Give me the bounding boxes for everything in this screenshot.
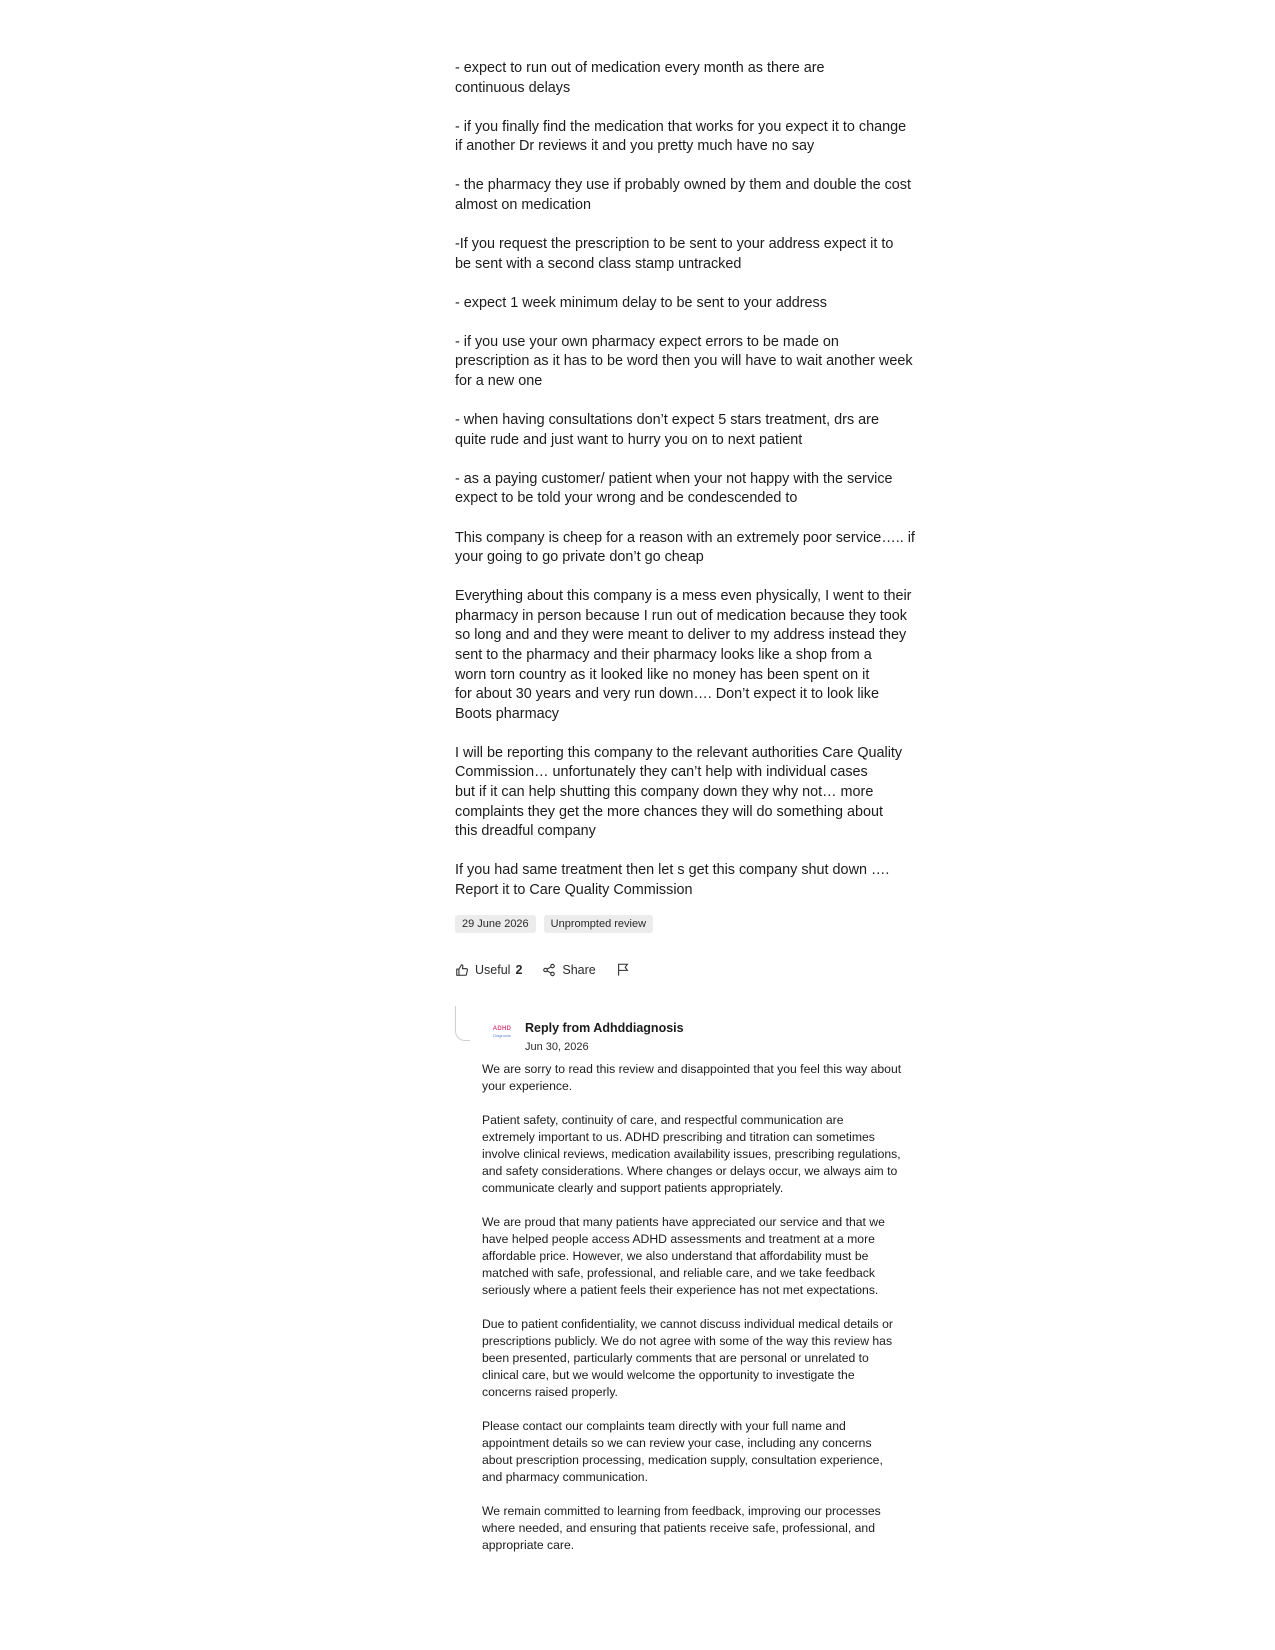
review-card <box>455 59 925 1554</box>
reply-paragraph: We are proud that many patients have appreciated our service and that we have helped people access ADHD assessments and treatment at a more affordable price. However, we also understand that affordability must be matched with safe, professional, and reliable care, and we take feedback seriously where a patient feels their experience has not met expectations. <box>482 1214 885 1297</box>
review-paragraph: - when having consultations don’t expect 5 stars treatment, drs are quite rude and just want to hurry you on to next patient <box>455 412 879 448</box>
review-date-tag: 29 June 2026 <box>455 915 536 933</box>
company-logo-sub: Diagnosis <box>493 1032 511 1038</box>
reply-date: Jun 30, 2026 <box>525 1040 589 1053</box>
reply-paragraph: We remain committed to learning from feedback, improving our processes where needed, and ensuring that patients receive safe, professional, and appropriate care. <box>482 1503 881 1552</box>
review-actions <box>455 960 925 980</box>
flag-icon <box>616 962 630 977</box>
review-paragraph: - if you use your own pharmacy expect errors to be made on prescription as it has to be word then you will have to wait another week for a new one <box>455 333 913 390</box>
reply-title: Reply from Adhddiagnosis <box>525 1020 684 1035</box>
review-paragraph: This company is cheep for a reason with an extremely poor service….. if your going to go private don’t go cheap <box>455 529 915 566</box>
review-paragraph: -If you request the prescription to be sent to your address expect it to be sent with a second class stamp untracked <box>455 236 894 272</box>
reply-header <box>455 1006 925 1055</box>
useful-count: 2 <box>515 962 523 977</box>
company-reply <box>455 1006 925 1554</box>
review-tags <box>455 915 925 933</box>
useful-button[interactable] <box>455 963 522 977</box>
reply-paragraph: Due to patient confidentiality, we cannot discuss individual medical details or prescriptions publicly. We do not agree with some of the way this review has been presented, particularly comments that are personal or unrelated to clinical care, but we would welcome the opportunity to investigate the concerns raised properly. <box>482 1316 893 1399</box>
review-body <box>455 59 925 901</box>
review-paragraph: I will be reporting this company to the relevant authorities Care Quality Commission… unfortunately they can’t help with individual cases but if it can help shutting this company down they why not… more complaints they get the more chances they will do something about this dreadful company <box>455 744 903 840</box>
review-paragraph: If you had same treatment then let s get this company shut down …. Report it to Care Quality Commission <box>455 862 890 898</box>
review-paragraph: - expect 1 week minimum delay to be sent to your address <box>455 294 827 311</box>
reply-paragraph: Please contact our complaints team directly with your full name and appointment details so we can review your case, including any concerns about prescription processing, medication supply, consultation experience, and pharmacy communication. <box>482 1418 883 1484</box>
report-flag-button[interactable] <box>616 962 630 977</box>
review-paragraph: - expect to run out of medication every month as there are continuous delays <box>455 60 825 96</box>
review-paragraph: - if you finally find the medication that works for you expect it to change if another Dr reviews it and you pretty much have no say <box>455 118 907 155</box>
review-type-tag: Unprompted review <box>544 915 653 933</box>
reply-body <box>455 1061 925 1554</box>
share-button[interactable] <box>542 963 595 977</box>
thumbs-up-icon <box>455 963 469 977</box>
reply-connector-line <box>455 1006 470 1041</box>
share-icon <box>542 963 556 977</box>
company-logo <box>487 1026 517 1046</box>
reply-meta <box>525 1020 684 1055</box>
share-label: Share <box>562 962 596 977</box>
useful-label: Useful <box>475 962 511 977</box>
reply-paragraph: We are sorry to read this review and disappointed that you feel this way about your experience. <box>482 1061 902 1093</box>
review-paragraph: - as a paying customer/ patient when your not happy with the service expect to be told your wrong and be condescended to <box>455 470 893 507</box>
review-paragraph: Everything about this company is a mess even physically, I went to their pharmacy in person because I run out of medication because they took so long and and they were meant to deliver to my address instead they sent to the pharmacy and their pharmacy looks like a shop from a worn torn country as it looked like no money has been spent on it for about 30 years and very run down…. Don’t expect it to look like Boots pharmacy <box>455 588 912 722</box>
reply-paragraph: Patient safety, continuity of care, and respectful communication are extremely important to us. ADHD prescribing and titration can sometimes involve clinical reviews, medication availability issues, prescribing regulations, and safety considerations. Where changes or delays occur, we always aim to communicate clearly and support patients appropriately. <box>482 1112 901 1195</box>
review-paragraph: - the pharmacy they use if probably owned by them and double the cost almost on medication <box>455 177 911 213</box>
company-logo-main: ADHD <box>492 1025 512 1032</box>
